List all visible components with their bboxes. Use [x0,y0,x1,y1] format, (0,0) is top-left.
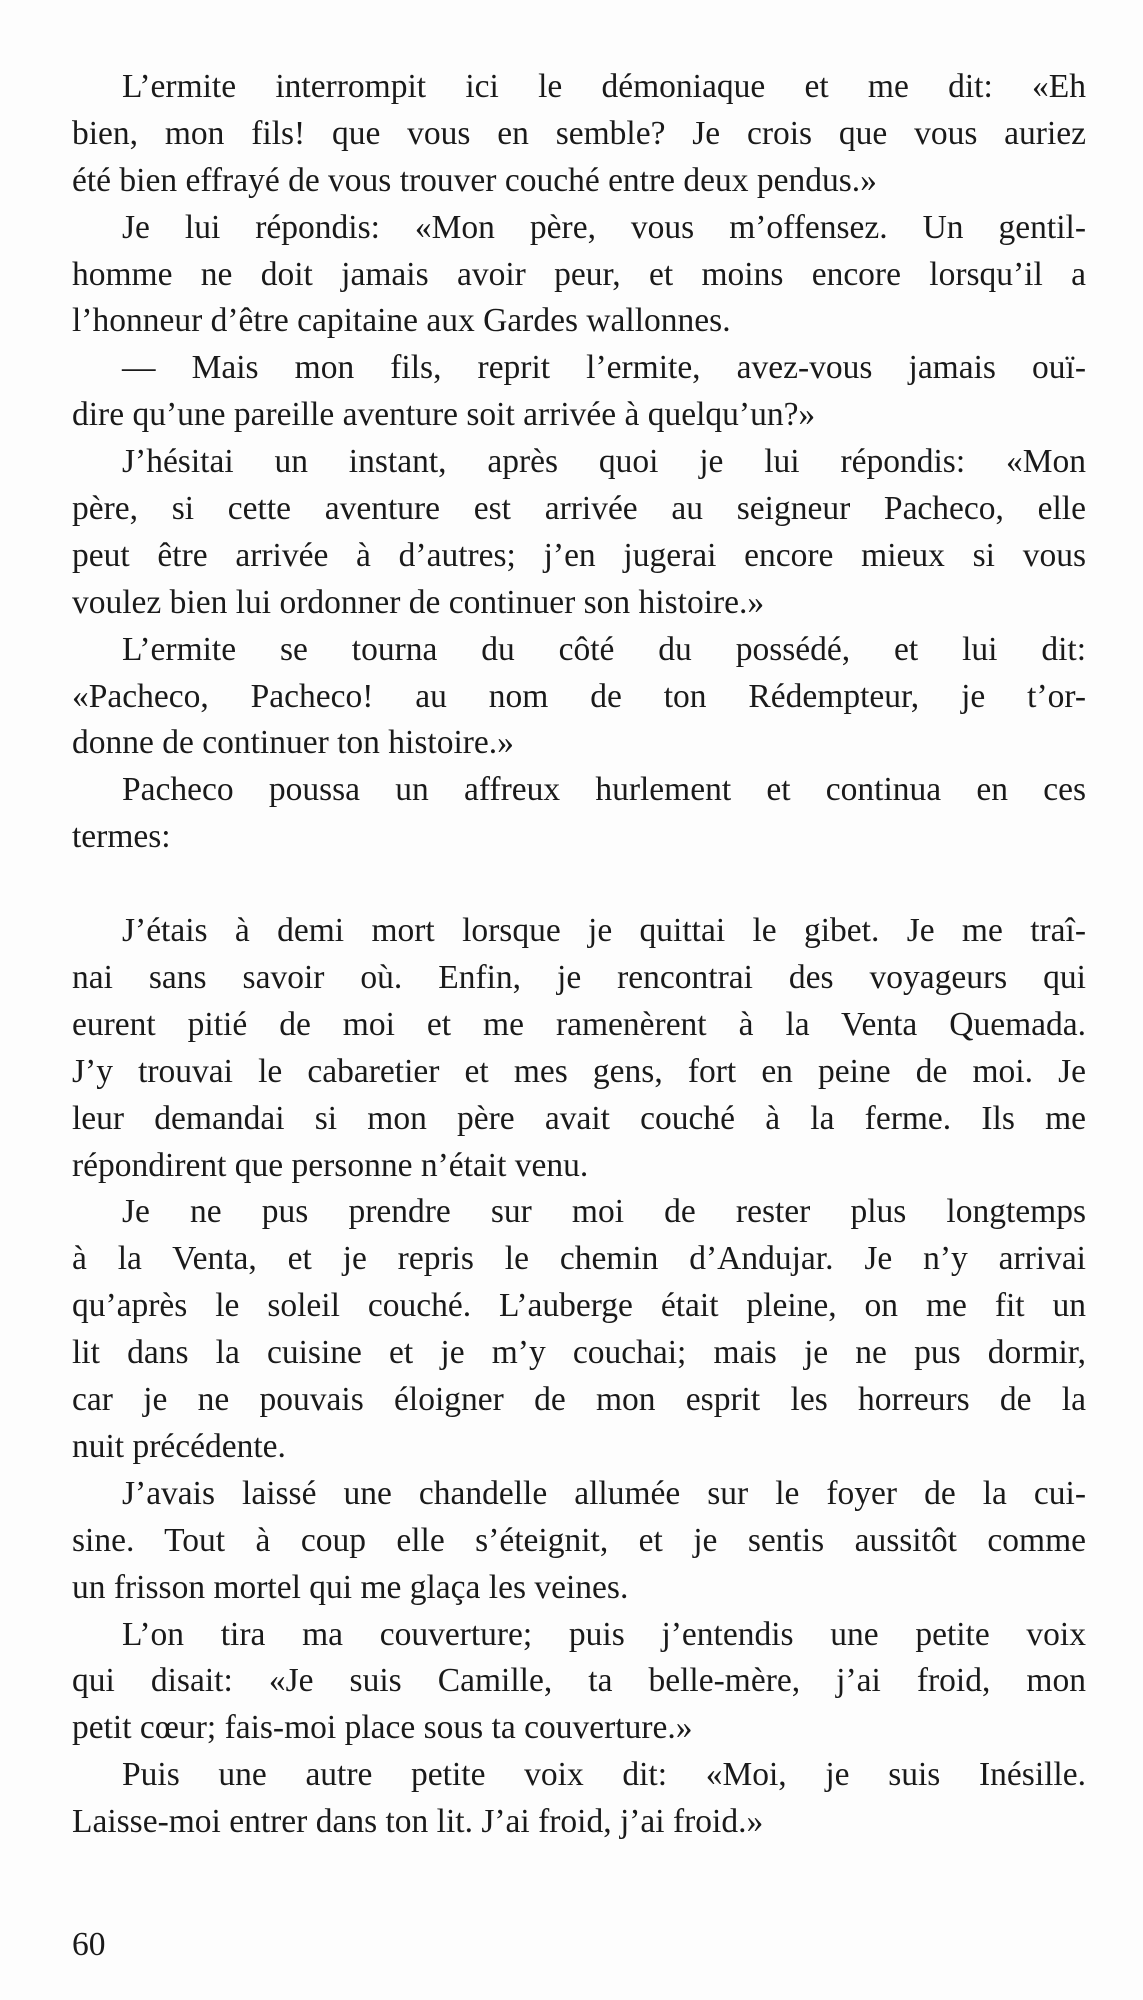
text-line: nai sans savoir où. Enfin, je rencontrai des voyageurs qui [72,959,1086,997]
text-line: J’hésitai un instant, après quoi je lui répondis: «Mon [122,443,1086,481]
text-line: J’y trouvai le cabaretier et mes gens, fort en peine de moi. Je [72,1052,1086,1090]
text-line: un frisson mortel qui me glaça les veines. [72,1568,629,1606]
text-line: été bien effrayé de vous trouver couché entre deux pendus.» [72,161,877,199]
text-line: L’ermite se tourna du côté du possédé, et lui dit: [122,630,1086,668]
text-line: — Mais mon fils, reprit l’ermite, avez-vous jamais ouï- [122,349,1086,387]
text-line: car je ne pouvais éloigner de mon esprit les horreurs de la [72,1381,1086,1419]
text-line: dire qu’une pareille aventure soit arrivée à quelqu’un?» [72,396,816,434]
text-line: «Pacheco, Pacheco! au nom de ton Rédempteur, je t’or- [72,677,1086,715]
text-line: peut être arrivée à d’autres; j’en jugerai encore mieux si vous [72,536,1086,574]
text-line: voulez bien lui ordonner de continuer son histoire.» [72,583,765,621]
text-line: lit dans la cuisine et je m’y couchai; mais je ne pus dormir, [72,1334,1086,1372]
text-line: répondirent que personne n’était venu. [72,1146,589,1184]
text-line: Laisse-moi entrer dans ton lit. J’ai froid, j’ai froid.» [72,1803,764,1841]
text-body [72,64,1086,1846]
text-line: Pacheco poussa un affreux hurlement et continua en ces [122,771,1086,809]
page-number: 60 [72,1926,106,1963]
text-line: L’ermite interrompit ici le démoniaque et me dit: «Eh [122,68,1086,105]
text-line: homme ne doit jamais avoir peur, et moins encore lorsqu’il a [72,255,1086,293]
text-line: eurent pitié de moi et me ramenèrent à la Venta Quemada. [72,1005,1086,1043]
text-line: père, si cette aventure est arrivée au seigneur Pacheco, elle [72,490,1086,528]
text-line: sine. Tout à coup elle s’éteignit, et je sentis aussitôt comme [72,1521,1086,1559]
text-line: J’étais à demi mort lorsque je quittai le gibet. Je me traî- [122,912,1086,950]
text-line: qu’après le soleil couché. L’auberge était pleine, on me fit un [72,1287,1086,1325]
text-line: Je lui répondis: «Mon père, vous m’offensez. Un gentil- [122,208,1086,246]
text-line: Je ne pus prendre sur moi de rester plus longtemps [122,1193,1086,1231]
text-line: à la Venta, et je repris le chemin d’Andujar. Je n’y arrivai [72,1240,1086,1278]
narrative-part-1 [72,64,1086,861]
text-line: bien, mon fils! que vous en semble? Je crois que vous auriez [72,114,1086,152]
text-line: l’honneur d’être capitaine aux Gardes wallonnes. [72,302,731,340]
text-line: Puis une autre petite voix dit: «Moi, je suis Inésille. [122,1756,1086,1794]
text-line: petit cœur; fais-moi place sous ta couverture.» [72,1709,693,1747]
text-line: L’on tira ma couverture; puis j’entendis une petite voix [122,1615,1086,1653]
text-line: termes: [72,818,171,856]
text-line: qui disait: «Je suis Camille, ta belle-mère, j’ai froid, mon [72,1662,1086,1700]
narrative-part-2 [72,908,1086,1846]
text-line: donne de continuer ton histoire.» [72,724,514,762]
text-line: nuit précédente. [72,1427,286,1465]
section-break [72,861,1086,908]
text-line: leur demandai si mon père avait couché à la ferme. Ils me [72,1099,1086,1137]
text-line: J’avais laissé une chandelle allumée sur le foyer de la cui- [122,1474,1086,1512]
